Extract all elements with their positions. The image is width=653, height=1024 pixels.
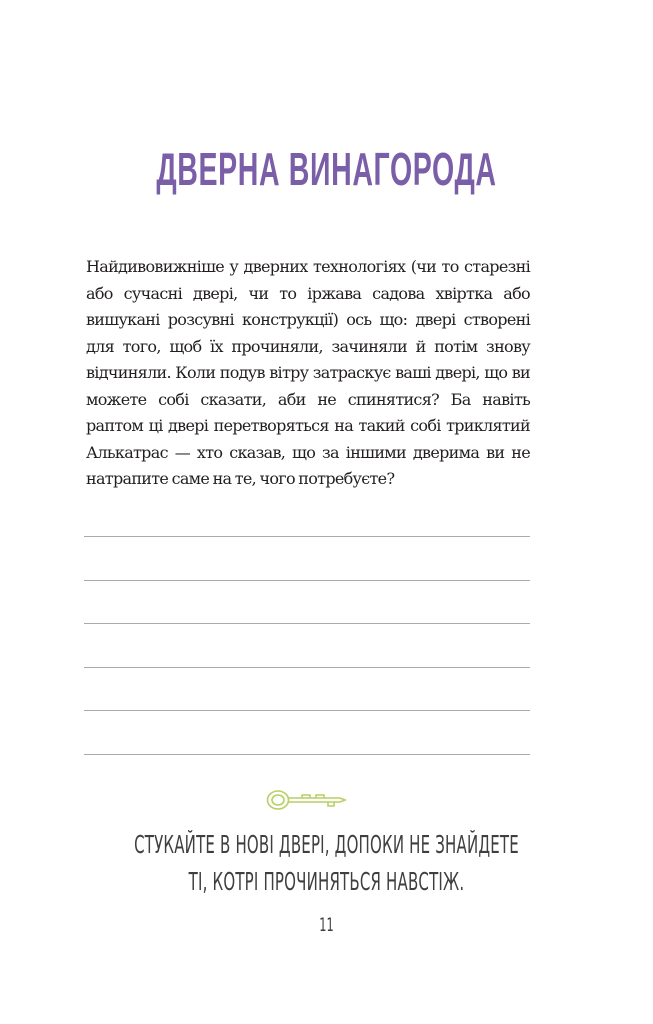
writing-line: [84, 710, 530, 711]
writing-lines: [84, 536, 530, 798]
writing-line: [84, 580, 530, 581]
page-number: 11: [319, 914, 334, 936]
closing-line-1: СТУКАЙТЕ В НОВІ ДВЕРІ, ДОПОКИ НЕ ЗНАЙДЕТЕ: [134, 830, 519, 859]
closing-quote: [0, 826, 653, 900]
writing-line: [84, 754, 530, 755]
writing-line: [84, 667, 530, 668]
body-paragraph: Найдивовижніше у дверних технологіях (чи то старезні або сучасні двері, чи то іржава садова хвіртка або вишукані розсувні конструкції) ось що: двері створені для того, щоб їх прочиняли, зачиняли й потім знову відчиняли. Коли подув вітру затраскує ваші двері, що ви можете собі сказати, аби не спинятися? Ба навіть раптом ці двері перетворяться на такий собі триклятий Алькатрас — хто сказав, що за іншими дверима ви не натрапите саме на те, чого потребуєте?: [86, 257, 530, 488]
page-title: ДВЕРНА ВИНАГОРОДА: [156, 143, 497, 195]
writing-line: [84, 536, 530, 537]
closing-line-2: ТІ, КОТРІ ПРОЧИНЯТЬСЯ НАВСТІЖ.: [188, 867, 465, 896]
key-icon: [266, 787, 348, 813]
writing-line: [84, 623, 530, 624]
